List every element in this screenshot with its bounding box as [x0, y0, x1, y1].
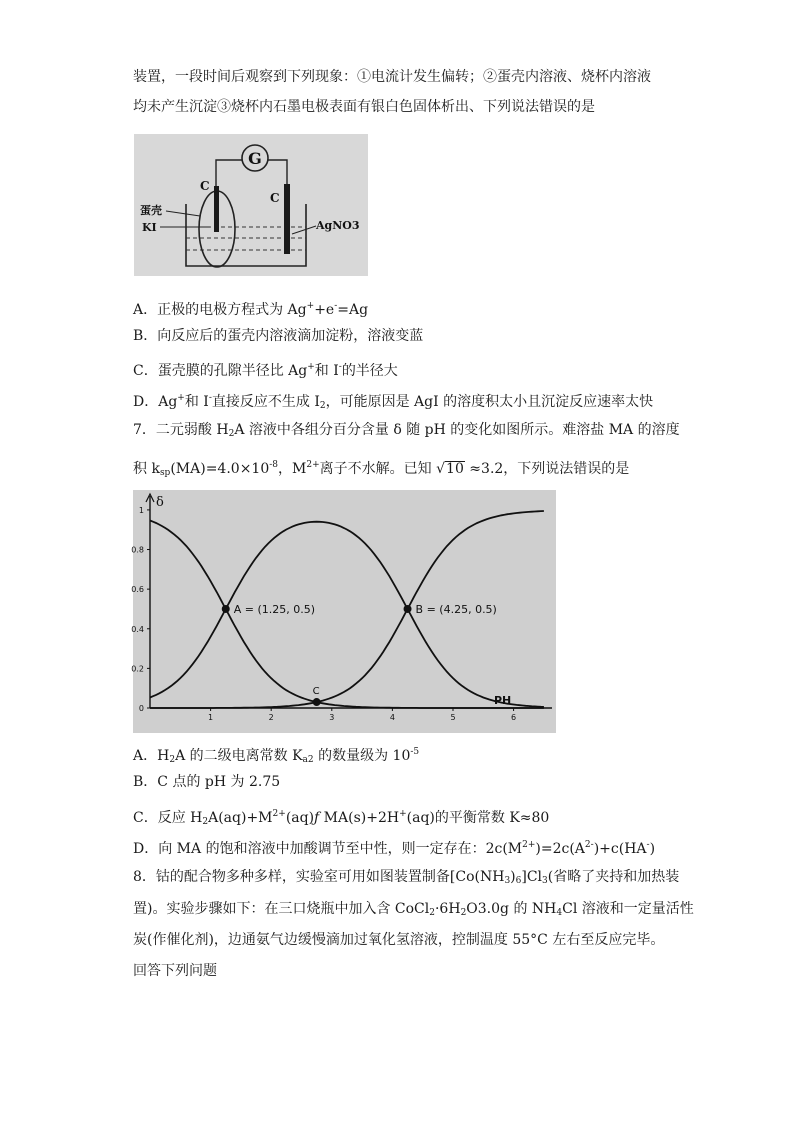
intro-line-1: 装置，一段时间后观察到下列现象：①电流计发生偏转；②蛋壳内溶液、烧杯内溶液 [133, 69, 651, 85]
point-c [313, 698, 321, 706]
agno3-label: AgNO3 [316, 219, 360, 232]
point-b [404, 605, 412, 613]
y-tick-label: 0.2 [131, 664, 144, 674]
y-tick-label: 1 [138, 505, 144, 515]
x-axis-label: PH [494, 694, 512, 707]
q7-stem-line-2: 积 $ksp(MA)=4.0\times 10^{-8}$，$M^{2+}$离子不水解。已知 √10 ≈3.2，下列说法错误的是 [133, 460, 630, 478]
egg-shell-cell-figure [134, 134, 368, 276]
q7-option-b: B．C 点的 pH 为 2.75 [133, 774, 281, 790]
q6-option-c: C．蛋壳膜的孔隙半径比 Ag+和 I-的半径大 [133, 362, 398, 379]
point-label-b: B = (4.25, 0.5) [415, 602, 497, 616]
q8-line-2: 置)。实验步骤如下：在三口烧瓶中加入含 CoCl2·6H2O3.0g 的 NH4Cl 溶液和一定量活性 [133, 901, 694, 918]
ki-label: KI [142, 221, 157, 234]
left-electrode-label: C [200, 179, 210, 193]
right-electrode-label: C [270, 191, 280, 205]
eggshell-label: 蛋壳 [140, 204, 162, 217]
y-tick-label: 0 [138, 704, 144, 713]
y-tick-label: 0.6 [131, 585, 144, 595]
q7-stem-line-1: 7．二元弱酸 H2A 溶液中各组分百分含量 δ 随 pH 的变化如图所示。难溶盐 MA 的溶度 [133, 422, 680, 439]
q8-line-1: 8．钴的配合物多种多样，实验室可用如图装置制备[Co(NH3)6]Cl3(省略了夹持和加热装 [133, 869, 680, 886]
q7-option-d: D．向 MA 的饱和溶液中加酸调节至中性，则一定存在：$2c(M^{2+})=2c(A^{2-})+c(HA^-)$ [133, 840, 656, 857]
galvanometer-label: G [248, 149, 262, 168]
point-a [222, 605, 230, 613]
distribution-chart [133, 490, 556, 733]
q8-line-4: 回答下列问题 [133, 963, 217, 979]
x-tick-label: 3 [329, 713, 335, 722]
y-tick-label: 0.8 [131, 545, 144, 555]
q6-option-d: D．Ag+和 I-直接反应不生成 I2，可能原因是 AgI 的溶度积太小且沉淀反应速率太快 [133, 393, 654, 411]
q8-line-3: 炭(作催化剂)，边通氨气边缓慢滴加过氧化氢溶液，控制温度 55°C 左右至反应完毕。 [133, 932, 665, 948]
x-tick-label: 6 [511, 713, 517, 722]
point-label-a: A = (1.25, 0.5) [233, 602, 316, 616]
y-axis-label: δ [156, 495, 164, 510]
x-tick-label: 1 [208, 713, 214, 722]
x-tick-label: 2 [268, 713, 274, 722]
point-label-c: C [312, 686, 320, 698]
x-tick-label: 5 [450, 713, 456, 722]
sqrt-radicand: 10 [446, 461, 464, 477]
intro-line-2: 均未产生沉淀③烧杯内石墨电极表面有银白色固体析出、下列说法错误的是 [133, 99, 595, 115]
y-tick-label: 0.4 [131, 624, 144, 634]
q7-option-c: C．反应 $H2A(aq)+M^{2+}(aq)ƒ$ MA(s)+2H+(aq)的平衡常数 K≈80 [133, 809, 550, 827]
q6-option-b: B．向反应后的蛋壳内溶液滴加淀粉，溶液变蓝 [133, 328, 424, 344]
x-tick-label: 4 [389, 713, 395, 722]
q7-option-a: A．H2A 的二级电离常数 Ka2 的数量级为 $10^{-5}$ [133, 747, 420, 765]
q6-option-a: A．正极的电极方程式为 Ag++e-=Ag [133, 301, 369, 318]
